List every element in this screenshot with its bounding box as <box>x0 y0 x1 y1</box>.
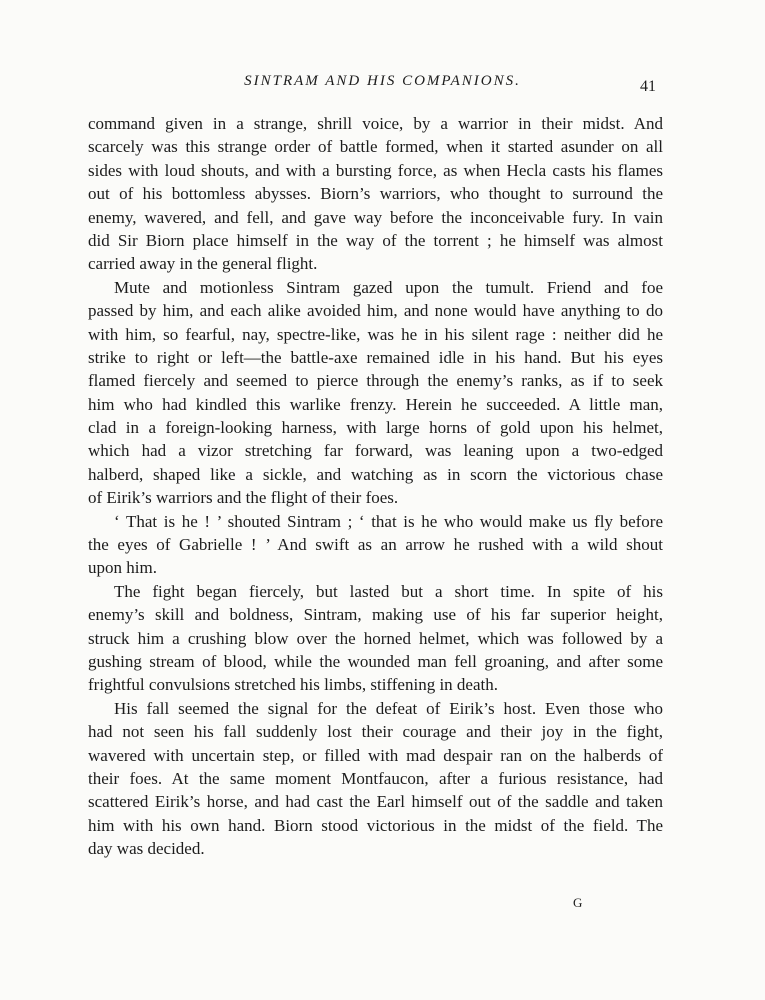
text-line: passed by him, and each alike avoided him, and none would have anything to do <box>88 301 663 321</box>
text-line: sides with loud shouts, and with a bursting force, as when Hecla casts his flames <box>88 160 663 180</box>
text-line: enemy, wavered, and fell, and gave way before the inconceivable fury. In vain <box>88 207 663 227</box>
text-line: scarcely was this strange order of battle formed, when it started asunder on all <box>88 137 663 157</box>
body-text <box>88 112 663 861</box>
text-line: strike to right or left—the battle-axe remained idle in his hand. But his eyes <box>88 347 663 367</box>
text-line: His fall seemed the signal for the defeat of Eirik’s host. Even those who <box>114 698 663 718</box>
text-line: gushing stream of blood, while the wounded man fell groaning, and after some <box>88 651 663 671</box>
text-line: frightful convulsions stretched his limbs, stiffening in death. <box>88 675 498 695</box>
text-line: carried away in the general flight. <box>88 254 318 274</box>
text-line: The fight began fiercely, but lasted but a short time. In spite of his <box>114 581 663 601</box>
text-line: halberd, shaped like a sickle, and watching as in scorn the victorious chase <box>88 464 663 484</box>
text-line: had not seen his fall suddenly lost their courage and their joy in the fight, <box>88 722 663 742</box>
text-line: Mute and motionless Sintram gazed upon the tumult. Friend and foe <box>114 277 663 297</box>
text-line: clad in a foreign-looking harness, with large horns of gold upon his helmet, <box>88 418 663 438</box>
paragraph <box>88 697 663 861</box>
paragraph <box>88 276 663 510</box>
signature-mark: G <box>573 895 583 910</box>
paragraph <box>88 580 663 697</box>
text-line: with him, so fearful, nay, spectre-like, was he in his silent rage : neither did he <box>88 324 663 344</box>
paragraph <box>88 510 663 580</box>
text-line: out of his bottomless abysses. Biorn’s warriors, who thought to surround the <box>88 184 663 204</box>
text-line: wavered with uncertain step, or filled with mad despair ran on the halberds of <box>88 745 663 765</box>
text-line: him who had kindled this warlike frenzy. Herein he succeeded. A little man, <box>88 394 663 414</box>
text-line: their foes. At the same moment Montfaucon, after a furious resistance, had <box>88 768 663 788</box>
page-number: 41 <box>640 78 656 95</box>
text-line: upon him. <box>88 558 157 578</box>
text-line: scattered Eirik’s horse, and had cast the Earl himself out of the saddle and taken <box>88 792 663 812</box>
text-line: the eyes of Gabrielle ! ’ And swift as an arrow he rushed with a wild shout <box>88 535 663 555</box>
text-line: which had a vizor stretching far forward, was leaning upon a two-edged <box>88 441 663 461</box>
paragraph <box>88 112 663 276</box>
text-line: of Eirik’s warriors and the flight of their foes. <box>88 488 399 508</box>
text-line: flamed fiercely and seemed to pierce through the enemy’s ranks, as if to seek <box>88 371 663 391</box>
text-line: did Sir Biorn place himself in the way of the torrent ; he himself was almost <box>88 230 663 250</box>
text-line: command given in a strange, shrill voice, by a warrior in their midst. And <box>88 114 663 133</box>
text-line: struck him a crushing blow over the horned helmet, which was followed by a <box>88 628 663 648</box>
text-line: day was decided. <box>88 839 205 859</box>
text-line: him with his own hand. Biorn stood victorious in the midst of the field. The <box>88 815 663 835</box>
running-head: SINTRAM AND HIS COMPANIONS. <box>244 73 521 89</box>
text-line: ‘ That is he ! ’ shouted Sintram ; ‘ that is he who would make us fly before <box>114 511 663 531</box>
text-line: enemy’s skill and boldness, Sintram, making use of his far superior height, <box>88 605 663 625</box>
